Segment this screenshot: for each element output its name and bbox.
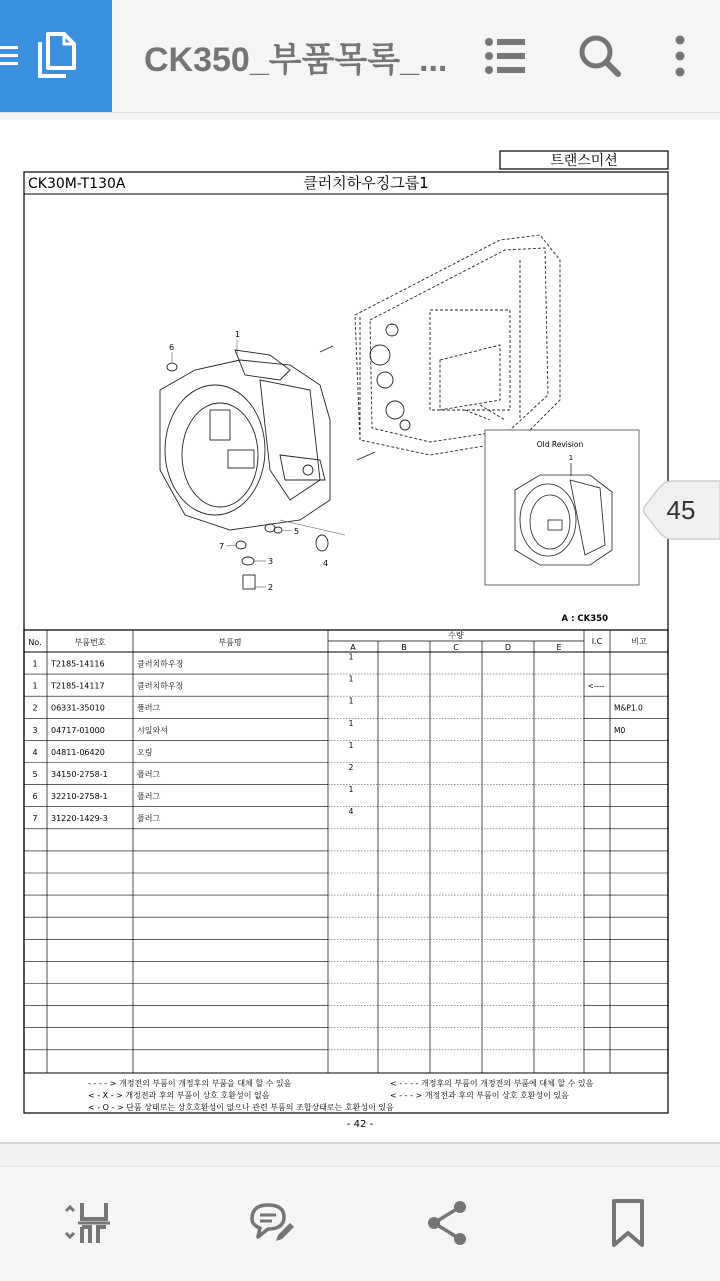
row-no: 3	[32, 725, 38, 735]
callout-4: 4	[323, 559, 329, 568]
group-title: 클러치하우징그룹1	[303, 174, 429, 192]
row-part-number: T2185-14116	[51, 659, 105, 669]
document-title: CK350_부품목록_...	[144, 41, 448, 79]
bottom-toolbar	[0, 1166, 720, 1281]
row-part-name: 시일와셔	[137, 725, 168, 735]
model-note: A : CK350	[561, 614, 608, 624]
document-page[interactable]	[0, 120, 720, 1144]
header-qty-col-b: B	[401, 643, 407, 652]
callout-3: 3	[268, 557, 274, 566]
row-part-number: 31220-1429-3	[51, 814, 108, 824]
row-qty-a: 1	[348, 785, 354, 795]
row-qty-a: 1	[348, 740, 354, 750]
legend-line2-left: < - X - > 개정전과 후의 부품이 상호 호환성이 없음	[88, 1091, 270, 1100]
row-part-name: 플러그	[137, 792, 161, 802]
drawing-callouts	[169, 330, 328, 592]
row-no: 2	[32, 703, 38, 713]
row-part-name: 플러그	[137, 814, 161, 824]
list-view-icon[interactable]	[480, 30, 532, 82]
header-remarks: 비고	[631, 637, 647, 646]
share-icon[interactable]	[422, 1197, 474, 1249]
row-part-name: 플러그	[137, 703, 161, 713]
section-label: 트랜스미션	[550, 153, 618, 169]
legend-line1-right: < - - - - 개정후의 부품이 개정전의 부품에 대체 할 수 있음	[390, 1079, 594, 1088]
legend-line3: < - O - > 단품 상태로는 상호호환성이 없으나 관련 부품의 조합상태로는 호환성이 있음	[88, 1103, 394, 1112]
old-revision-inset	[485, 430, 639, 585]
row-part-name: 오링	[137, 747, 153, 757]
old-revision-callout: 1	[568, 454, 574, 462]
row-qty-a: 4	[348, 807, 354, 817]
legend-line2-right: < - - - > 개정전과 후의 부품이 상호 호환성이 있음	[390, 1091, 569, 1100]
copy-document-icon	[36, 32, 78, 80]
page-navigation-icon[interactable]	[62, 1197, 114, 1249]
row-remarks: M0	[614, 725, 626, 735]
callout-6: 6	[169, 343, 175, 352]
row-part-number: 04717-01000	[51, 725, 105, 735]
row-qty-a: 2	[348, 763, 354, 772]
row-part-name: 클러치하우징	[137, 681, 184, 691]
page-number: - 42 -	[346, 1119, 374, 1130]
row-no: 1	[32, 681, 38, 691]
top-app-bar	[0, 0, 720, 113]
row-qty-a: 1	[348, 652, 354, 662]
legend	[88, 1078, 594, 1112]
header-qty-col-d: D	[504, 643, 512, 652]
callout-2: 2	[268, 583, 274, 592]
document-menu-button[interactable]	[0, 0, 112, 112]
header-qty-col-c: C	[453, 643, 459, 652]
row-qty-a: 1	[348, 674, 354, 684]
header-qty-col-a: A	[350, 643, 356, 652]
old-revision-label: Old Revision	[536, 440, 584, 449]
parts-sheet	[0, 120, 720, 1142]
menu-icon	[0, 44, 20, 68]
row-no: 1	[32, 659, 38, 669]
row-part-number: 32210-2758-1	[51, 792, 108, 802]
legend-line1-left: - - - - > 개정전의 부품이 개정후의 부품을 대체 할 수 있음	[88, 1079, 292, 1088]
search-icon[interactable]	[574, 30, 626, 82]
row-no: 5	[32, 770, 38, 779]
row-qty-a: 1	[348, 718, 354, 728]
row-part-name: 클러치하우징	[137, 659, 184, 669]
row-part-number: T2185-14117	[51, 681, 105, 691]
page-indicator-number: 45	[666, 495, 696, 525]
comment-edit-icon[interactable]	[244, 1197, 296, 1249]
callout-5: 5	[294, 527, 300, 536]
model-code: CK30M-T130A	[28, 176, 126, 192]
parts-table	[24, 630, 668, 1073]
bookmark-icon[interactable]	[602, 1197, 654, 1249]
header-qty-col-e: E	[556, 643, 562, 652]
row-no: 4	[32, 747, 38, 757]
header-part-name: 부품명	[218, 638, 242, 647]
row-ic: <----	[587, 681, 605, 691]
row-part-number: 06331-35010	[51, 703, 105, 713]
callout-1: 1	[235, 330, 241, 339]
row-part-number: 34150-2758-1	[51, 770, 108, 779]
page-indicator-badge[interactable]	[643, 480, 720, 540]
row-no: 6	[32, 792, 38, 802]
header-no: No.	[28, 638, 42, 647]
row-part-name: 플러그	[137, 770, 161, 779]
row-qty-a: 1	[348, 696, 354, 706]
more-options-icon[interactable]	[654, 30, 706, 82]
row-part-number: 04811-06420	[51, 747, 105, 757]
header-quantity: 수량	[448, 631, 464, 640]
row-remarks: M&P1.0	[614, 703, 643, 713]
row-no: 7	[32, 814, 38, 824]
header-ic: I.C	[591, 637, 603, 646]
callout-7: 7	[219, 542, 225, 551]
header-part-number: 부품번호	[74, 638, 106, 647]
